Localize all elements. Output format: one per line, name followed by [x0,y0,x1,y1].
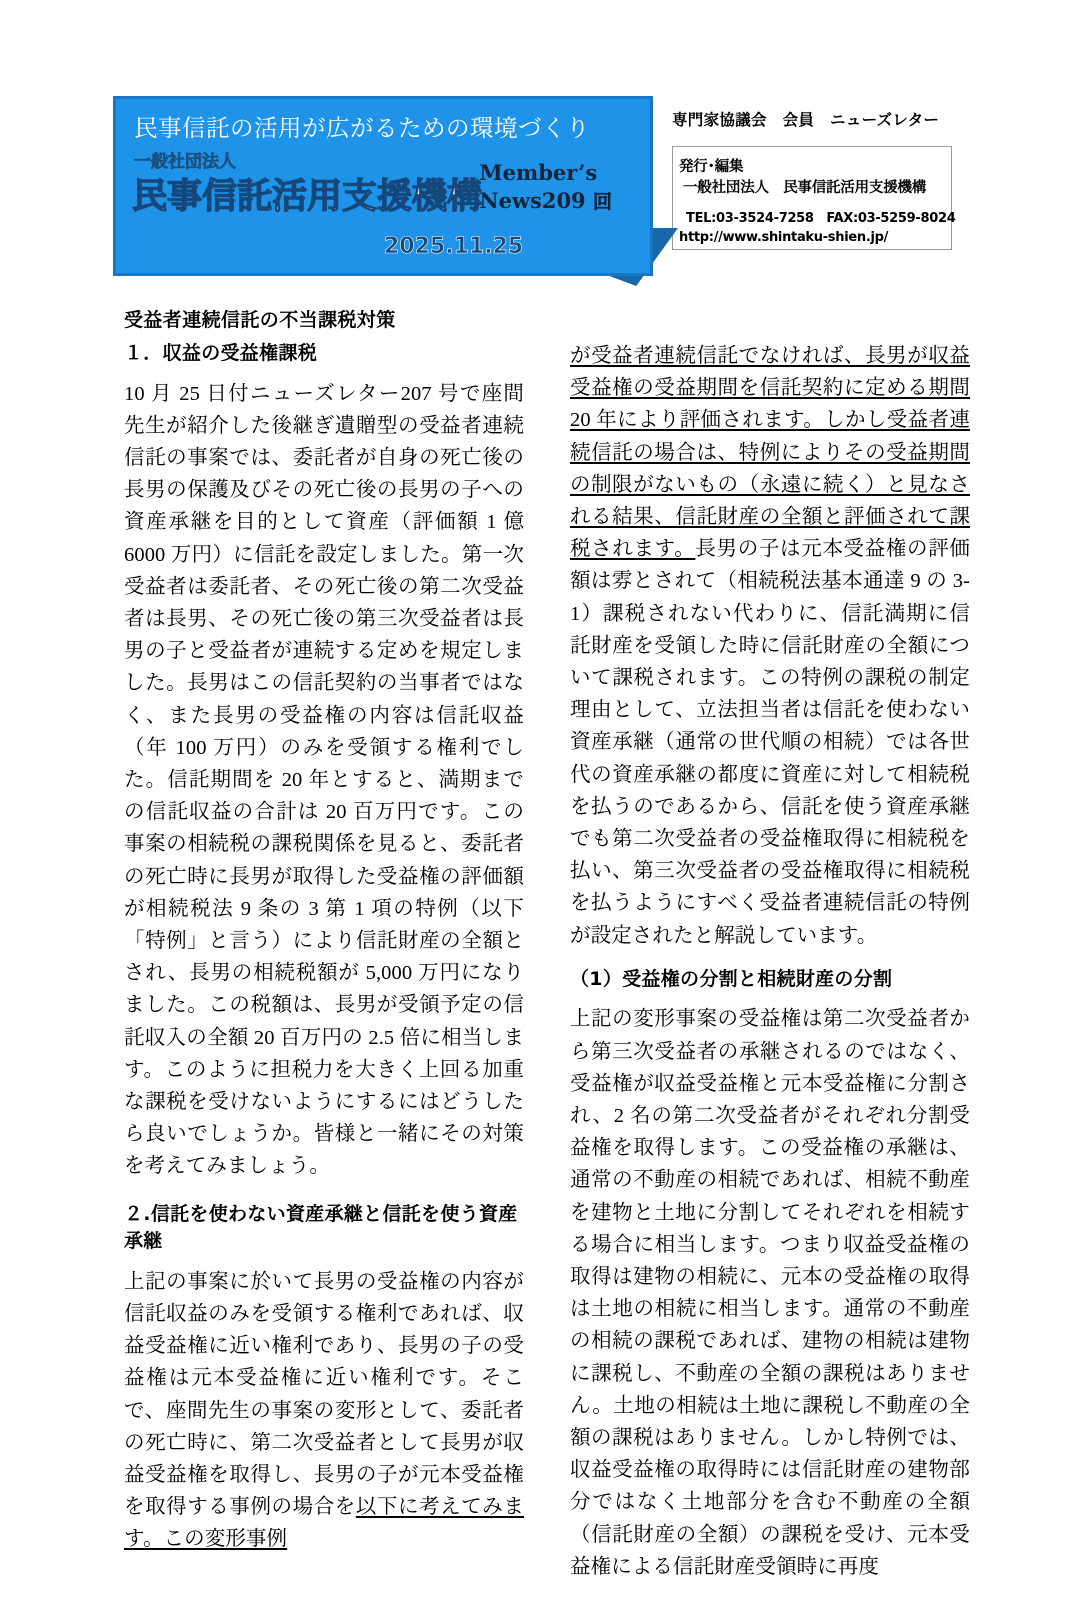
publisher-heading: 専門家協議会 会員 ニューズレター [672,111,940,129]
publisher-website-url[interactable]: http://www.shintaku-shien.jp/ [679,229,889,245]
heading-section-1: １．収益の受益権課税 [124,342,318,364]
banner-issue-number: News209 [479,188,586,214]
publisher-label: 発行･編集 [679,159,744,175]
paragraph-3-underlined: が受益者連続信託でなければ、長男が収益受益権の受益期間を信託契約に定める期間 20 年により評価されます。しかし受益者連続信託の場合は、特例によりその受益期間の制限がないもの（永遠に続く）と見なされる結果、信託財産の全額と評価されて課税されます。 [570,345,970,561]
banner-issue-counter-suffix: 回 [592,191,612,214]
publisher-organization: 一般社団法人 民事信託活用支援機構 [683,180,927,197]
publisher-block [672,108,956,250]
article-title: 受益者連続信託の不当課税対策 [124,309,396,331]
banner-issue-line1: Member’s [479,160,598,185]
paragraph-3-plain: 長男の子は元本受益権の評価額は雰とされて（相続税法基本通達 9 の 3-1）課税されない代わりに、信託満期に信託財産を受領した時に信託財産の全額について課税されます。この特例の課税の制定理由として、立法担当者は信託を使わない資産承継（通常の世代順の相続）では各世代の資産承継の都度に資産に対して相続税を払うのであるから、信託を使う資産承継でも第二次受益者の受益権取得に相続税を払い、第三次受益者の受益権取得に相続税を払うようにすべく受益者連続信託の特例が設定されたと解説しています。 [570,538,970,947]
banner-issue-line2-wrap [479,187,612,216]
paragraph-3 [570,340,970,952]
paragraph-4: 上記の変形事案の受益権は第二次受益者から第三次受益者の承継されるのではなく、受益権が収益受益権と元本受益権に分割され、2 名の第二次受益者がそれぞれ分割受益権を取得します。この受益権の承継は、通常の不動産の相続であれば、相続不動産を建物と土地に分割してそれぞれを相続する場合に相当します。つまり収益受益権の取得は建物の相続に、元本の受益権の取得は土地の相続に相当します。通常の不動産の相続の課税であれば、建物の相続は建物に課税し、不動産の全額の課税はありません。土地の相続は土地に課税し不動産の全額の課税はありません。しかし特例では、収益受益権の取得時には信託財産の建物部分ではなく土地部分を含む不動産の全額（信託財産の全額）の課税を受け、元本受益権による信託財産受領時に再度 [570,1008,970,1578]
banner-corporate-type: 一般社団法人 [134,152,236,172]
newsletter-banner [113,96,653,276]
banner-body [113,96,653,276]
banner-publication-date: 2025.11.25 [384,234,524,259]
banner-tagline: 民事信託の活用が広がるための環境づくり [134,114,590,142]
left-column [124,340,524,1570]
heading-section-2: ２.信託を使わない資産承継と信託を使う資産承継 [124,1202,518,1253]
page-header [0,0,1088,290]
heading-subsection-1: （1）受益権の分割と相続財産の分割 [570,967,893,990]
paragraph-2-plain: 上記の事案に於いて長男の受益権の内容が信託収益のみを受領する権利であれば、収益受益権に近い権利であり、長男の子の受益権は元本受益権に近い権利です。そこで、座間先生の事案の変形として、委託者の死亡時に、第二次受益者として長男が収益受益権を取得し、長男の子が元本受益権を取得する事例の場合を [124,1270,524,1519]
banner-issue-label [479,159,612,216]
paragraph-2 [124,1266,524,1556]
banner-organization-name: 民事信託活用支援機構 [132,177,483,217]
publisher-tel-fax: TEL:03-3524-7258 FAX:03-5259-8024 [686,211,956,227]
paragraph-2-underlined: 以下に考えてみます。この変形事例 [124,1496,524,1551]
publisher-contact [679,210,956,248]
right-column [570,340,970,1597]
paragraph-1: 10 月 25 日付ニューズレター207 号で座間先生が紹介した後継ぎ遺贈型の受益者連続信託の事案では、委託者が自身の死亡後の長男の保護及びその死亡後の長男の子への資産承継を目的として資産（評価額 1 億 6000 万円）に信託を設定しました。第一次受益者は委託者、その死亡後の第二次受益者は長男、その死亡後の第三次受益者は長男の子と受益者が連続する定めを規定しました。長男はこの信託契約の当事者ではなく、また長男の受益権の内容は信託収益（年 100 万円）のみを受領する権利でした。信託期間を 20 年とすると、満期までの信託収益の合計は 20 百万円です。この事案の相続税の課税関係を見ると、委託者の死亡時に長男が取得した受益権の評価額が相続税法 9 条の 3 第 1 項の特例（以下「特例」と言う）により信託財産の全額とされ、長男の相続税額が 5,000 万円になりました。この税額は、長男が受領予定の信託収入の全額 20 百万円の 2.5 倍に相当します。このように担税力を大きく上回る加重な課税を受けないようにするにはどうしたら良いでしょうか。皆様と一緒にその対策を考えてみましょう。 [124,382,524,1178]
publisher-info-box [672,146,956,250]
